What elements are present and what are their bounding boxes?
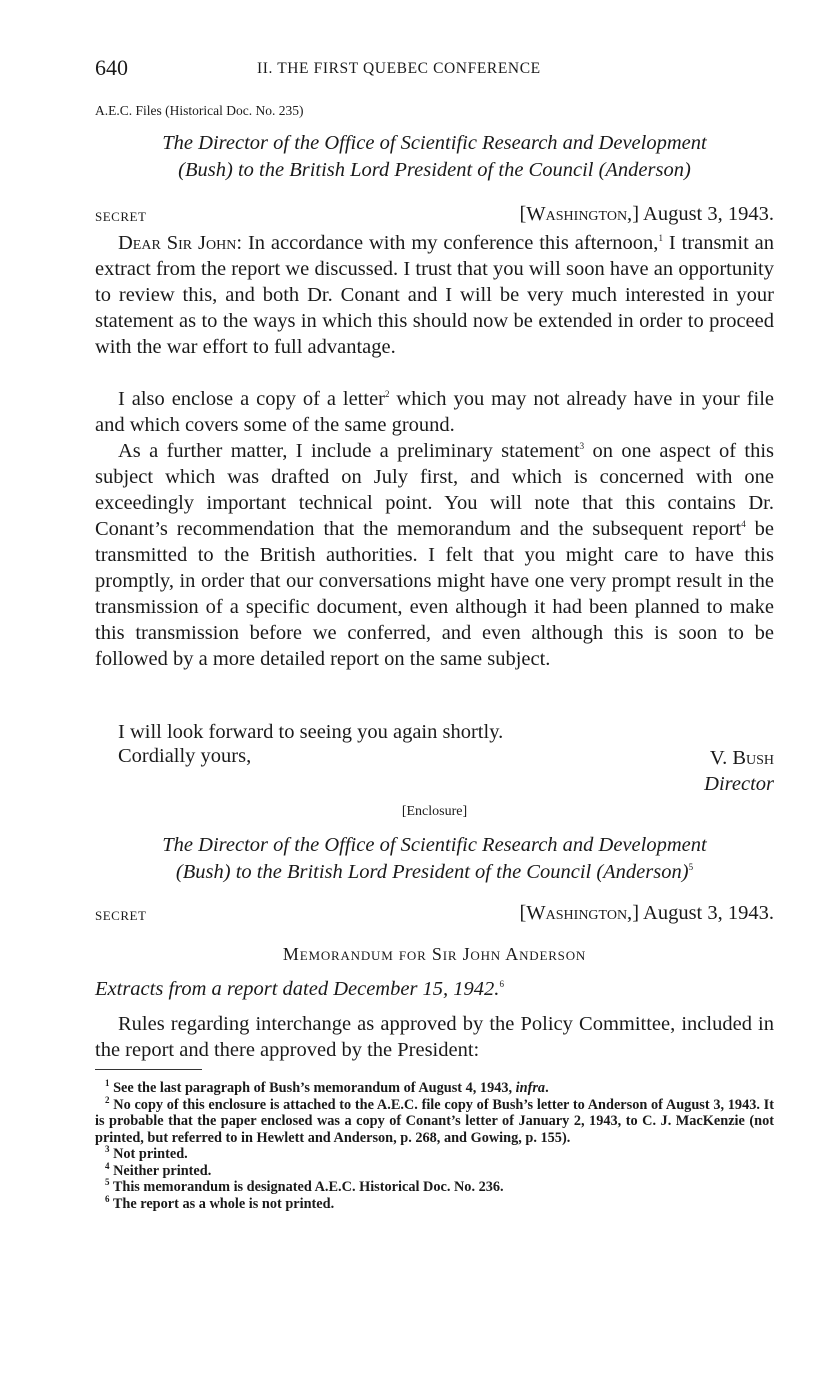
paragraph-2-text-b: which you may not already have in your file and which covers some of the same ground. xyxy=(95,388,774,436)
salutation: Dear Sir John xyxy=(118,232,237,254)
enclosure-dateline-date: August 3, 1943. xyxy=(643,902,774,924)
footnote-ref-3: 3 xyxy=(579,441,585,452)
letter-title xyxy=(95,130,774,184)
letter-title-line-2: (Bush) to the British Lord President of the Council (Anderson) xyxy=(178,159,691,181)
footnote-separator xyxy=(95,1069,202,1070)
footnote-text: Not printed. xyxy=(113,1146,188,1162)
paragraph-3-text-b: on one aspect of this subject which was drafted on July first, and which is concerned with one exceedingly important technical point. You will note that this contains Dr. Conant’s recommendation that the memorandum and the subsequent report xyxy=(95,440,775,540)
footnote-text: This memorandum is designated A.E.C. Historical Doc. No. 236. xyxy=(112,1179,504,1195)
footnote-text: Neither printed. xyxy=(113,1162,212,1179)
classification-label: SECRET xyxy=(95,209,147,224)
signer-name: V. Bush xyxy=(709,747,774,769)
dateline-place: Washington, xyxy=(526,203,633,225)
letter-classification-line xyxy=(95,203,774,229)
complimentary-close: Cordially yours, xyxy=(118,745,252,767)
footnote-2 xyxy=(95,1094,775,1147)
footnote-4 xyxy=(95,1160,774,1180)
paragraph-1-text-b: I transmit an extract from the report we discussed. I trust that you will soon have an opportunity to review this, and both Dr. Conant and I will be very much interested in your statement as to the ways in which this should now be extended in order to proceed with the war effort to full advantage. xyxy=(95,232,775,358)
footnote-number: 4 xyxy=(105,1160,110,1171)
footnote-text: The report as a whole is not printed. xyxy=(112,1195,335,1212)
footnote-italic: infra xyxy=(515,1080,546,1096)
footnote-3 xyxy=(95,1146,774,1163)
memorandum-heading: Memorandum for Sir John Anderson xyxy=(282,944,587,964)
paragraph-1-text-a: In accordance with my conference this afternoon, xyxy=(247,232,659,254)
enclosure-label: [Enclosure] xyxy=(401,804,468,819)
enclosure-title-line-1: The Director of the Office of Scientific Research and Development xyxy=(162,834,707,856)
enclosure-classification-line xyxy=(95,902,774,928)
letter-paragraph-1: Dear Sir John: In accordance with my conference this afternoon,$^1$ I transmit an extract from the report we discussed. I trust that you will soon have an opportunity to review this, and both Dr. Conant and I will be very much interested in your statement as to the ways in which this should now be extended in order to proceed with the war effort to full advantage. xyxy=(95,232,775,358)
letter-paragraph-2 xyxy=(95,386,774,438)
footnote-ref-5: 5 xyxy=(688,862,694,873)
paragraph-3-text-c: be transmitted to the British authorities. I felt that you might care to have this promptly, in order that our conversations might have one very prompt result in the transmission of a specific document, even although it had been planned to make this transmission before we conferred, and even although this is soon to be followed by a more detailed report on the same subject. xyxy=(95,518,774,670)
footnote-text-end: . xyxy=(545,1080,549,1096)
footnote-ref-1: 1 xyxy=(658,233,663,244)
letter-paragraph-4: I will look forward to seeing you again shortly. xyxy=(118,721,504,743)
footnote-text: See the last paragraph of Bush’s memorandum of August 4, 1943, xyxy=(113,1080,513,1096)
enclosure-body-paragraph: Rules regarding interchange as approved by the Policy Committee, included in the report and there approved by the President: xyxy=(95,1013,774,1061)
footnotes xyxy=(95,1080,774,1212)
extracts-line xyxy=(95,978,504,1001)
footnote-6 xyxy=(95,1193,774,1213)
letter-paragraph-3 xyxy=(95,438,774,672)
enclosure-title-line-2: (Bush) to the British Lord President of the Council (Anderson) xyxy=(175,861,689,883)
dateline-date: August 3, 1943. xyxy=(643,203,774,225)
footnote-number: 3 xyxy=(105,1144,110,1155)
letter-dateline: [Washington,] August 3, 1943. xyxy=(519,203,774,225)
page-header xyxy=(95,55,774,85)
enclosure-title xyxy=(95,832,774,886)
enclosure-classification-label: SECRET xyxy=(95,908,147,923)
footnote-text: No copy of this enclosure is attached to the A.E.C. file copy of Bush’s letter to Anderson of August 3, 1943. It is probable that the paper enclosed was a copy of Conant’s letter of January 2, 1943, to C. J. MacKenzie (not printed, but referred to in Hewlett and Anderson, p. 268, and Gowing, p. 155). xyxy=(95,1096,775,1146)
source-citation: A.E.C. Files (Historical Doc. No. 235) xyxy=(95,103,304,118)
footnote-5 xyxy=(95,1179,774,1196)
footnote-1 xyxy=(95,1080,774,1097)
paragraph-2-text-a: I also enclose a copy of a letter xyxy=(118,388,385,410)
footnote-number: 6 xyxy=(105,1193,110,1204)
footnote-number: 5 xyxy=(105,1177,110,1188)
paragraph-3-text-a: As a further matter, I include a preliminary statement xyxy=(118,440,580,462)
footnote-number: 1 xyxy=(105,1078,110,1089)
footnote-ref-2: 2 xyxy=(385,389,390,400)
footnote-ref-4: 4 xyxy=(741,519,746,530)
enclosure-dateline-place: Washington, xyxy=(526,902,633,924)
page-number: 640 xyxy=(95,55,128,80)
footnote-ref-6: 6 xyxy=(499,979,504,990)
letter-title-line-1: The Director of the Office of Scientific Research and Development xyxy=(162,132,707,154)
signature-block xyxy=(704,745,774,797)
enclosure-dateline: [Washington,] August 3, 1943. xyxy=(519,902,774,924)
running-head: II. THE FIRST QUEBEC CONFERENCE xyxy=(257,60,541,77)
signer-title: Director xyxy=(704,773,774,795)
footnote-number: 2 xyxy=(105,1094,110,1105)
extracts-text: Extracts from a report dated December 15, 1942. xyxy=(95,978,500,1000)
